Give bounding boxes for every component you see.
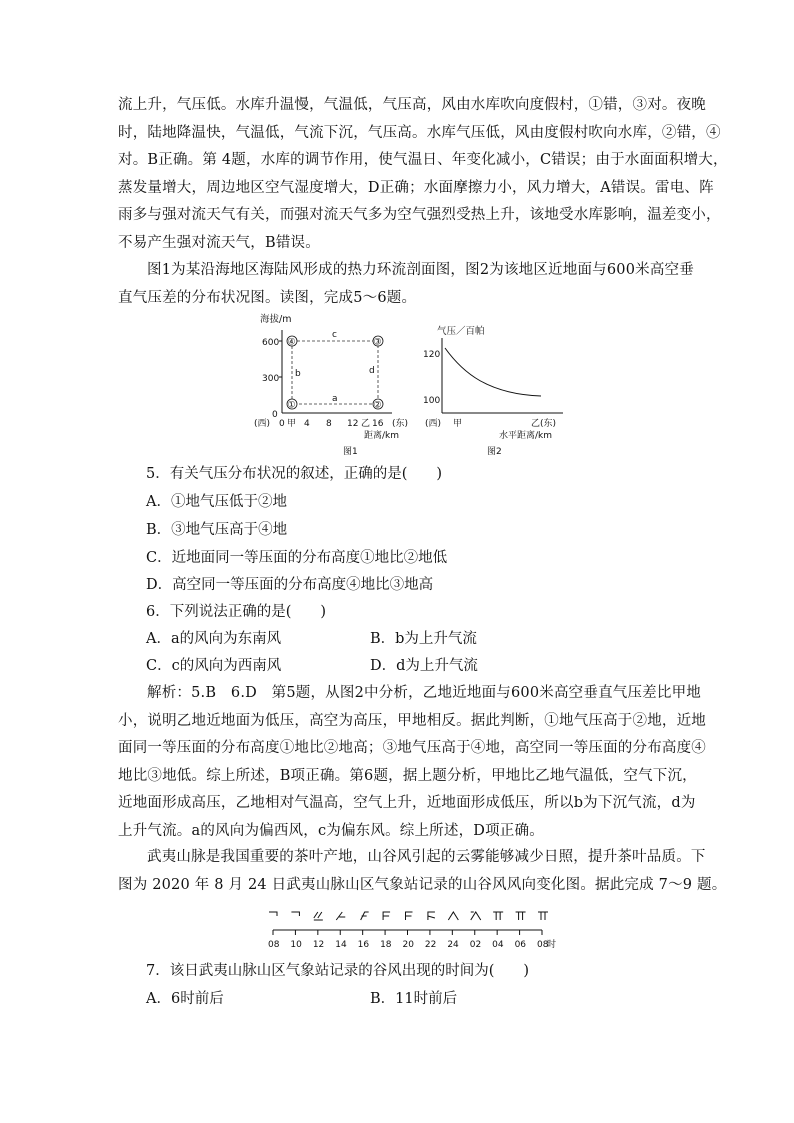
fig1-xtick: 8 — [326, 419, 332, 429]
text-line: 武夷山脉是我国重要的茶叶产地，山谷风引起的云雾能够减少日照，提升茶叶品质。下 — [147, 849, 706, 865]
fig1-xlabel: 距离/km — [364, 431, 400, 441]
wind-axis-label: 06 — [514, 940, 527, 950]
text-line: 对。B正确。第 4题，水库的调节作用，使气温日、年变化减小，C错误；由于水面面积增大， — [118, 152, 728, 169]
text-line: 上升气流。a的风向为偏西风，c为偏东风。综上所述，D项正确。 — [118, 822, 544, 839]
text-line: 时，陆地降温快，气温低，气流下沉，气压高。水库气压低，风由度假村吹向水库，②错，④ — [118, 124, 721, 141]
text-line: 直气压差的分布状况图。读图，完成5～6题。 — [118, 289, 417, 306]
wind-axis-label: 14 — [335, 940, 347, 950]
fig1-xtick: 16 — [372, 419, 384, 429]
fig1-ylabel: 海拔/m — [260, 314, 292, 325]
wind-time-unit: 时 — [547, 940, 557, 950]
fig2-ytick: 120 — [423, 350, 441, 360]
fig1-point-1: ① — [287, 400, 296, 411]
fig1-seg-a: a — [332, 394, 338, 404]
fig1-seg-d: d — [369, 366, 375, 376]
text-line: 不易产生强对流天气，B错误。 — [118, 234, 320, 251]
fig2-ytick: 100 — [423, 396, 441, 406]
wind-axis-label: 20 — [402, 940, 414, 950]
text-line: 小，说明乙地近地面为低压，高空为高压，甲地相反。据此判断，①地气压高于②地，近地 — [118, 712, 706, 729]
q6-option-a[interactable]: A．a的风向为东南风 — [146, 631, 282, 647]
analysis-paragraph — [118, 680, 706, 846]
wind-direction-chart — [258, 906, 568, 952]
fig2-x-yi: 乙(东) — [531, 419, 557, 429]
wind-axis-label: 08 — [537, 940, 549, 950]
figure-2-pressure-curve — [423, 318, 583, 460]
q5-option-d[interactable]: D．高空同一等压面的分布高度④地比③地高 — [146, 577, 434, 593]
text-line: 图为 2020 年 8 月 24 日武夷山脉山区气象站记录的山谷风风向变化图。据此完成 7～9 题。 — [118, 876, 727, 893]
wind-direction-symbol — [406, 912, 413, 920]
text-line: 流上升，气压低。水库升温慢，气温低，气压高，风由水库吹向度假村，①错，③对。夜晚 — [118, 97, 706, 113]
question-5-stem: 5．有关气压分布状况的叙述，正确的是( ) — [146, 466, 443, 482]
wind-direction-symbol — [516, 912, 526, 920]
q5-option-a[interactable]: A．①地气压低于②地 — [146, 494, 287, 510]
wind-direction-symbol — [336, 912, 345, 920]
fig1-point-4: ④ — [287, 337, 296, 348]
fig2-x-jia: 甲 — [453, 419, 463, 429]
text-line: 近地面形成高压，乙地相对气温高，空气上升，近地面形成低压，所以b为下沉气流，d为 — [118, 795, 696, 812]
wind-axis-label: 02 — [469, 940, 482, 950]
question-intro-7-9 — [118, 844, 727, 899]
answer-explanation-paragraph — [118, 92, 728, 258]
text-line: 面同一等压面的分布高度①地比②地高；③地气压高于④地，高空同一等压面的分布高度④ — [118, 740, 706, 757]
fig2-ylabel: 气压／百帕 — [437, 326, 485, 337]
wind-direction-symbol — [383, 912, 390, 920]
wind-axis-label: 24 — [447, 940, 459, 950]
question-6-stem: 6．下列说法正确的是( ) — [146, 604, 327, 620]
wind-axis-label: 10 — [290, 940, 302, 950]
text-line: 解析：5.B 6.D 第5题，从图2中分析，乙地近地面与600米高空垂直气压差比甲地 — [147, 685, 701, 701]
fig1-xtick: 4 — [304, 419, 310, 429]
wind-axis-label: 22 — [424, 940, 437, 950]
fig1-xtick: (东) — [392, 419, 409, 429]
wind-axis-label: 18 — [380, 940, 392, 950]
fig1-ytick: 600 — [262, 338, 280, 348]
wind-axis-label: 16 — [357, 940, 370, 950]
text-line: 蒸发量增大，周边地区空气湿度增大，D正确；水面摩擦力小，风力增大，A错误。雷电、阵 — [118, 179, 714, 196]
wind-direction-symbol — [314, 912, 323, 920]
fig2-caption: 图2 — [487, 447, 502, 457]
fig2-x-west: (西) — [425, 419, 442, 429]
fig1-xtick: (西) — [254, 419, 271, 429]
fig1-xtick: 甲 — [287, 419, 297, 429]
wind-direction-symbol — [471, 912, 481, 920]
fig1-xtick: 0 — [279, 419, 285, 429]
fig1-point-3: ③ — [373, 337, 382, 348]
fig1-seg-b: b — [295, 369, 301, 379]
fig1-seg-c: c — [332, 330, 337, 340]
q6-option-d[interactable]: D．d为上升气流 — [370, 658, 478, 674]
q7-option-a[interactable]: A．6时前后 — [146, 991, 224, 1007]
wind-direction-symbol — [291, 912, 299, 916]
wind-axis-label: 04 — [492, 940, 504, 950]
fig1-xtick: 12 — [347, 419, 359, 429]
wind-axis-label: 08 — [268, 940, 280, 950]
text-line: 地比③地低。综上所述，B项正确。第6题，据上题分析，甲地比乙地气温低，空气下沉， — [118, 767, 697, 784]
text-line: 雨多与强对流天气有关，而强对流天气多为空气强烈受热上升，该地受水库影响，温差变小， — [118, 207, 721, 224]
fig1-ytick: 300 — [262, 374, 280, 384]
q5-option-c[interactable]: C．近地面同一等压面的分布高度①地比②地低 — [146, 550, 448, 566]
fig2-pressure-curve-line — [445, 348, 541, 396]
q5-option-b[interactable]: B．③地气压高于④地 — [146, 522, 288, 538]
fig1-caption: 图1 — [343, 447, 358, 457]
wind-direction-symbol — [269, 912, 277, 916]
wind-direction-symbol — [448, 912, 458, 920]
wind-direction-symbol — [493, 912, 503, 920]
wind-axis-label: 12 — [312, 940, 325, 950]
fig2-xlabel: 水平距离/km — [499, 431, 553, 441]
wind-direction-symbol — [428, 912, 435, 920]
q7-option-b[interactable]: B．11时前后 — [370, 991, 458, 1007]
question-intro-5-6 — [118, 257, 694, 312]
fig1-ytick: 0 — [272, 410, 278, 420]
question-7-stem: 7．该日武夷山脉山区气象站记录的谷风出现的时间为( ) — [146, 963, 530, 979]
q6-option-b[interactable]: B．b为上升气流 — [370, 631, 477, 647]
wind-direction-symbol — [538, 912, 548, 920]
figure-1-circulation-diagram — [252, 310, 422, 460]
text-line: 图1为某沿海地区海陆风形成的热力环流剖面图，图2为该地区近地面与600米高空垂 — [147, 262, 694, 278]
fig1-point-2: ② — [373, 400, 382, 411]
fig1-xtick: 乙 — [361, 419, 371, 429]
wind-direction-symbol — [361, 912, 369, 920]
q6-option-c[interactable]: C．c的风向为西南风 — [146, 658, 282, 674]
